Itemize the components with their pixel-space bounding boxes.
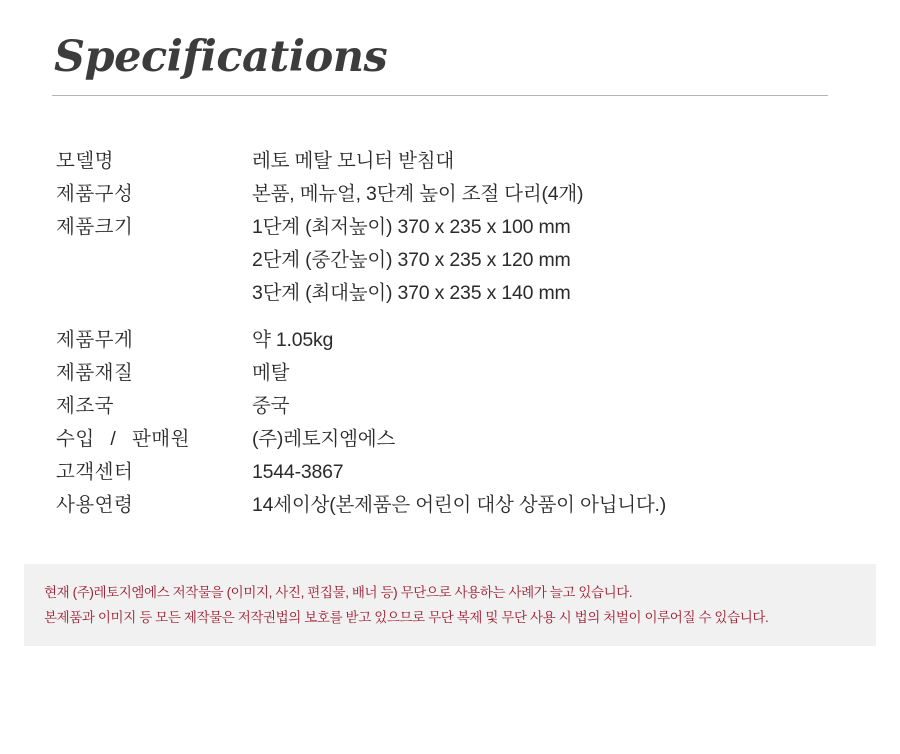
spec-label-text: 고객센터 [56,461,134,483]
spec-label-text: 제품구성 [56,183,134,205]
table-row [56,324,846,357]
table-row [56,390,846,423]
spec-value-cell [252,489,846,522]
spec-label-cell [56,489,252,522]
copyright-notice [24,564,876,646]
spec-value-text: (주)레토지엠에스 [252,428,396,450]
spec-label-text: 제품크기 [56,216,134,238]
table-row [56,423,846,456]
spec-value-cell [252,390,846,423]
spec-value-text: 2단계 (중간높이) 370 x 235 x 120 mm [252,249,571,271]
spec-label-cell [56,324,252,357]
table-row [56,489,846,522]
table-row [56,357,846,390]
spec-value-cell [252,357,846,390]
spec-label-cell [56,211,252,310]
spec-label-text: 수입 / 판매원 [56,428,190,450]
spec-value-cell [252,178,846,211]
spec-value-text: 1단계 (최저높이) 370 x 235 x 100 mm [252,216,571,238]
spec-value-text: 본품, 메뉴얼, 3단계 높이 조절 다리(4개) [252,183,584,205]
spec-value-cell [252,145,846,178]
title-block [52,34,828,96]
spec-value-text: 약 1.05kg [252,329,334,351]
spec-label-cell [56,145,252,178]
spec-label-cell [56,390,252,423]
spec-label-cell [56,456,252,489]
spec-value-cell [252,324,846,357]
spec-label-text: 제품재질 [56,362,134,384]
table-row [56,456,846,489]
spec-label-text: 사용연령 [56,494,134,516]
spec-value-text: 레토 메탈 모니터 받침대 [252,150,455,172]
spec-label-cell [56,178,252,211]
notice-line-1: 현재 (주)레토지엠에스 저작물을 (이미지, 사진, 편집물, 배너 등) 무단으로 사용하는 사례가 늘고 있습니다. [44,585,633,600]
table-row [56,211,846,310]
spec-value-text: 14세이상(본제품은 어린이 대상 상품이 아닙니다.) [252,494,667,516]
spec-value-cell [252,211,846,310]
table-row [56,178,846,211]
table-spacer-cell [252,310,846,324]
spec-label-text: 모델명 [56,150,115,172]
specifications-table [56,145,846,522]
table-spacer-cell [56,310,252,324]
spec-value-text: 1544-3867 [252,461,344,483]
title-divider [52,95,828,96]
spec-label-cell [56,357,252,390]
page-title: Specifications [54,32,388,82]
spec-value-text: 3단계 (최대높이) 370 x 235 x 140 mm [252,282,571,304]
spec-value-cell [252,423,846,456]
spec-label-text: 제품무게 [56,329,134,351]
table-spacer-row [56,310,846,324]
spec-value-text: 메탈 [252,362,290,384]
spec-value-cell [252,456,846,489]
spec-label-text: 제조국 [56,395,115,417]
notice-line-2: 본제품과 이미지 등 모든 제작물은 저작권법의 보호를 받고 있으므로 무단 복제 및 무단 사용 시 법의 처벌이 이루어질 수 있습니다. [44,610,769,625]
table-row [56,145,846,178]
spec-label-cell [56,423,252,456]
spec-value-text: 중국 [252,395,290,417]
